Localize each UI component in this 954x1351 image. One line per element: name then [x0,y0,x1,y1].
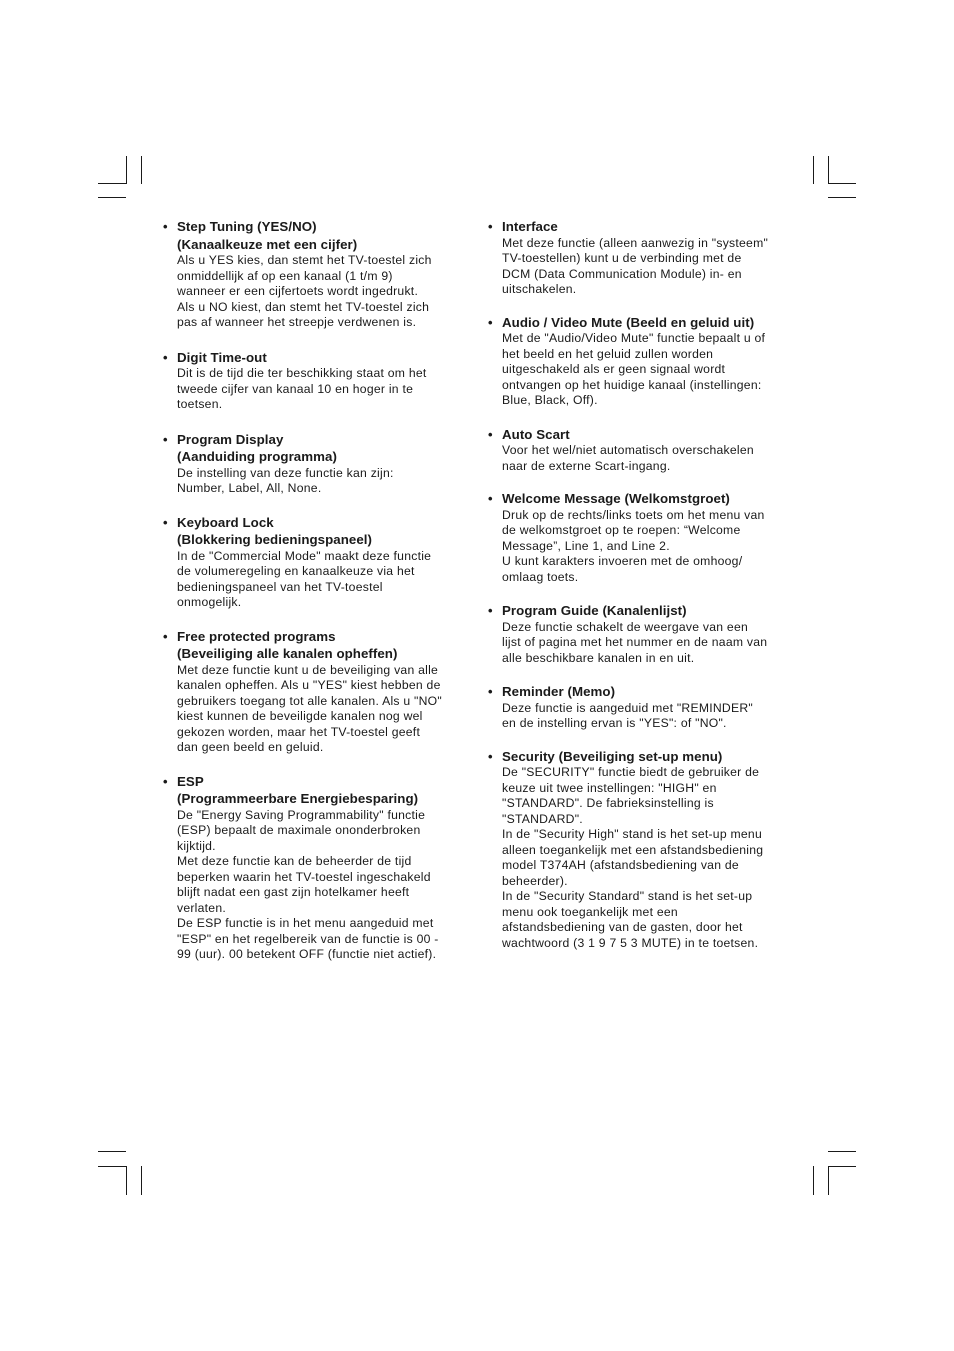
crop-mark-bottom-left-vertical-b [141,1166,142,1195]
crop-mark-top-left-vertical-b [141,156,142,184]
bullet-icon: • [163,349,168,365]
entry-title: Free protected programs (Beveiliging alle kanalen opheffen) [177,628,398,661]
entry-body: Als u YES kies, dan stemt het TV-toestel zich onmiddellijk af op een kanaal (1 t/m 9) wanneer er een cijfertoets wordt ingedrukt. Als u NO kiest, dan stemt het TV-toestel zich pas af wanneer het streepje verdwenen is. [177,253,432,329]
crop-mark-bottom-left-vertical-a [126,1166,127,1195]
bullet-icon: • [488,219,493,234]
entry-title: Keyboard Lock (Blokkering bedieningspaneel) [177,514,373,547]
entry-title: Audio / Video Mute (Beeld en geluid uit) [502,314,755,330]
crop-mark-bottom-right-vertical-b [828,1166,829,1195]
crop-mark-bottom-right-vertical-a [813,1166,814,1195]
bullet-icon: • [163,514,168,530]
entry-interface [488,218,794,298]
entry-body: Voor het wel/niet automatisch overschakelen naar de externe Scart-ingang. [502,443,754,473]
crop-mark-top-left-horizontal-b [98,197,126,198]
entry-title: Step Tuning (YES/NO) (Kanaalkeuze met een cijfer) [177,219,358,252]
entry-reminder [488,683,794,732]
entry-title: ESP (Programmeerbare Energiebesparing) [177,773,419,806]
bullet-icon: • [163,773,168,789]
entry-body: Met deze functie kunt u de beveiliging van alle kanalen opheffen. Als u "YES" kiest hebben de gebruikers toegang tot alle kanalen. Als u "NO" kiest kunnen de beveiligde kanalen nog wel gekozen worden, maar het TV-toestel geeft dan geen beeld en geluid. [177,662,442,754]
entry-body: Met deze functie (alleen aanwezig in "systeem" TV-toestellen) kunt u de verbinding met de DCM (Data Communication Module) in- en uitschakelen. [502,235,769,296]
entry-body: Dit is de tijd die ter beschikking staat om het tweede cijfer van kanaal 10 en hoger in te toetsen. [177,366,427,411]
crop-mark-top-right-vertical-a [813,156,814,184]
bullet-icon: • [488,426,493,442]
entry-audio-video-mute [488,314,794,409]
entry-title: Reminder (Memo) [502,684,616,699]
right-column [488,218,794,951]
entry-security [488,748,794,952]
crop-mark-bottom-left-horizontal-b [98,1166,126,1167]
crop-mark-top-right-horizontal-b [828,197,856,198]
crop-mark-bottom-left-horizontal-a [98,1151,126,1152]
entry-title: Program Guide (Kanalenlijst) [502,603,687,618]
bullet-icon: • [488,314,493,330]
crop-mark-top-left-horizontal-a [98,183,126,184]
entry-title: Auto Scart [502,426,570,442]
crop-mark-bottom-right-horizontal-b [828,1166,856,1167]
entry-free-protected-programs [163,628,468,756]
bullet-icon: • [163,219,168,234]
entry-digit-time-out [163,349,468,413]
entry-keyboard-lock [163,514,468,611]
entry-body: Met de "Audio/Video Mute" functie bepaalt u of het beeld en het geluid zullen worden uitgeschakeld als er geen signaal wordt ontvangen op het huidige kanaal (instellingen: Blue, Black, Off). [502,331,766,407]
bullet-icon: • [488,603,493,618]
bullet-icon: • [488,684,493,699]
entry-body: De instelling van deze functie kan zijn: Number, Label, All, None. [177,465,394,495]
entry-auto-scart [488,426,794,475]
entry-title: Program Display (Aanduiding programma) [177,431,337,464]
bullet-icon: • [163,431,168,447]
bullet-icon: • [163,628,168,644]
crop-mark-top-right-vertical-b [828,156,829,184]
entry-title: Welcome Message (Welkomstgroet) [502,491,730,506]
entry-step-tuning [163,218,468,331]
entry-body: Deze functie is aangeduid met "REMINDER" en de instelling ervan is "YES": of "NO". [502,700,753,730]
entry-body: Deze functie schakelt de weergave van een lijst of pagina met het nummer en de naam van alle beschikbare kanalen in en uit. [502,619,768,665]
entry-body: In de "Commercial Mode" maakt deze functie de volumeregeling en kanaalkeuze via het bedieningspaneel van het TV-toestel onmogelijk. [177,548,432,609]
entry-esp [163,773,468,963]
entry-program-guide [488,602,794,666]
crop-mark-top-right-horizontal-a [828,183,856,184]
entry-title: Interface [502,219,558,234]
bullet-icon: • [488,748,493,764]
crop-mark-top-left-vertical-a [126,156,127,184]
entry-title: Security (Beveiliging set-up menu) [502,748,723,764]
entry-welcome-message [488,490,794,585]
crop-mark-bottom-right-horizontal-a [828,1151,856,1152]
entry-title: Digit Time-out [177,349,267,365]
entry-program-display [163,431,468,497]
entry-body: Druk op de rechts/links toets om het menu van de welkomstgroet op te roepen: “Welcome Message”, Line 1, and Line 2. U kunt karakters invoeren met de omhoog/ omlaag toets. [502,507,765,584]
entry-body: De "SECURITY" functie biedt de gebruiker de keuze uit twee instellingen: "HIGH" en "STANDARD". De fabrieksinstelling is "STANDARD". In de "Security High" stand is het set-up menu alleen toegankelijk met een afstandsbediening model T374AH (afstandsbediening van de beheerder). In de "Security Standard" stand is het set-up menu ook toegankelijk met een afstandsbediening van de gasten, door het wachtwoord (3 1 9 7 5 3 MUTE) in te toetsen. [502,765,764,950]
entry-body: De "Energy Saving Programmability" functie (ESP) bepaalt de maximale ononderbroken kijktijd. Met deze functie kan de beheerder de tijd beperken waarin het TV-toestel ingeschakeld blijft nadat een gast zijn hotelkamer heeft verlaten. De ESP functie is in het menu aangeduid met "ESP" en het regelbereik van de functie is 00 - 99 (uur). 00 betekent OFF (functie niet actief). [177,807,439,961]
bullet-icon: • [488,491,493,506]
left-column [163,218,468,963]
